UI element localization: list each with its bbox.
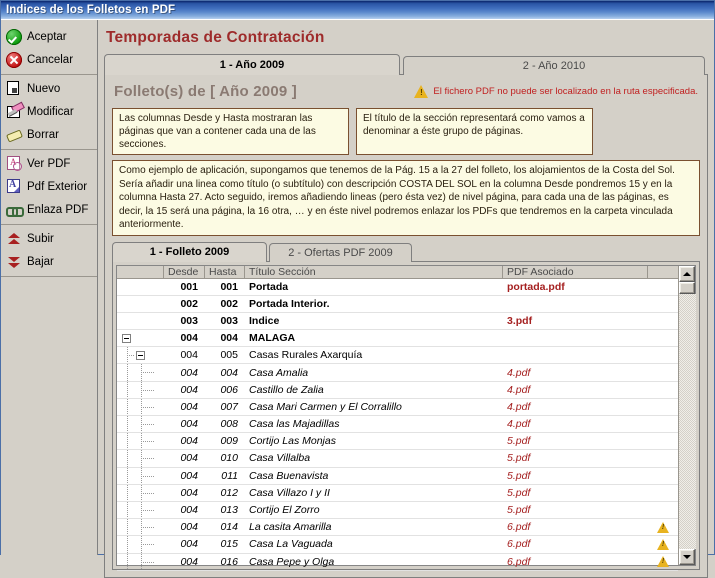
cell-desde: 004 xyxy=(180,366,198,379)
sidebar-item-bajar[interactable] xyxy=(1,250,97,273)
cell-titulo-seccion: Portada Interior. xyxy=(249,297,330,310)
cell-pdf-asociado xyxy=(503,347,648,363)
scroll-thumb[interactable] xyxy=(679,282,695,294)
scroll-down-button[interactable] xyxy=(679,549,695,565)
pdf-error-text: El fichero PDF no puede ser localizado en la ruta especificada. xyxy=(433,86,698,97)
table-row[interactable] xyxy=(117,519,678,536)
edit-pencil-icon xyxy=(6,104,22,120)
notes-row xyxy=(112,108,700,155)
tree-guide-line xyxy=(127,433,128,449)
eraser-icon xyxy=(6,127,22,143)
row-tree-cell xyxy=(117,450,164,466)
tree-guide-line xyxy=(143,562,154,563)
grid-body[interactable] xyxy=(117,279,678,571)
pdf-preview-icon xyxy=(6,156,22,172)
cell-desde: 004 xyxy=(180,555,198,568)
tree-guide-line xyxy=(129,355,135,356)
sidebar-label-modificar: Modificar xyxy=(27,105,74,118)
tree-guide-line xyxy=(141,519,142,535)
cell-titulo-seccion: Cortijo El Zorro xyxy=(249,504,320,517)
inner-tab-strip xyxy=(112,242,700,262)
row-tree-cell xyxy=(117,433,164,449)
cell-hasta: 013 xyxy=(220,504,238,517)
tree-guide-line xyxy=(143,544,154,545)
cell-pdf-asociado: 6.pdf xyxy=(507,538,531,551)
cell-desde: 002 xyxy=(180,297,198,310)
tree-collapse-icon[interactable] xyxy=(122,334,131,343)
cell-pdf-asociado: 6.pdf xyxy=(507,555,531,568)
sidebar-toolbar xyxy=(1,20,98,555)
sidebar-label-borrar: Borrar xyxy=(27,128,59,141)
sidebar-label-enlaza-pdf: Enlaza PDF xyxy=(27,203,89,216)
folleto-grid xyxy=(116,265,696,566)
sidebar-item-modificar[interactable] xyxy=(1,100,97,123)
tab-ofertas-pdf-2009-label: 2 - Ofertas PDF 2009 xyxy=(288,246,393,259)
cell-desde: 004 xyxy=(180,521,198,534)
tree-guide-line xyxy=(127,502,128,518)
tree-guide-line xyxy=(141,502,142,518)
tree-guide-line xyxy=(141,416,142,432)
column-header-warning[interactable] xyxy=(648,266,678,278)
tree-guide-line xyxy=(143,493,154,494)
tree-guide-line xyxy=(141,485,142,501)
sidebar-label-nuevo: Nuevo xyxy=(27,82,61,95)
cell-hasta: 012 xyxy=(220,486,238,499)
cell-titulo-seccion: Castillo de Zalia xyxy=(249,383,324,396)
table-row[interactable] xyxy=(117,364,678,381)
table-row[interactable] xyxy=(117,416,678,433)
cell-desde: 004 xyxy=(180,469,198,482)
outer-tab-panel xyxy=(104,74,708,578)
folleto-header-row xyxy=(114,83,698,100)
cell-hasta: 008 xyxy=(220,418,238,431)
warning-triangle-icon xyxy=(657,539,669,550)
tree-guide-line xyxy=(127,519,128,535)
cell-hasta: 005 xyxy=(220,349,238,362)
tree-guide-line xyxy=(141,433,142,449)
tree-guide-line xyxy=(127,468,128,484)
table-row[interactable] xyxy=(117,502,678,519)
warning-triangle-icon xyxy=(657,556,669,567)
grid-vertical-scrollbar[interactable] xyxy=(678,266,695,565)
cell-pdf-asociado: 4.pdf xyxy=(507,366,531,379)
cell-warning xyxy=(648,347,678,363)
cell-desde: 004 xyxy=(180,349,198,362)
table-row[interactable] xyxy=(117,450,678,467)
cell-hasta: 004 xyxy=(220,332,238,345)
check-circle-icon xyxy=(6,29,22,45)
sidebar-item-borrar[interactable] xyxy=(1,123,97,146)
cell-warning xyxy=(648,519,678,535)
row-tree-cell xyxy=(117,364,164,380)
cell-desde: 004 xyxy=(180,332,198,345)
window-body xyxy=(1,20,714,568)
table-row[interactable] xyxy=(117,313,678,330)
tree-guide-line xyxy=(143,390,154,391)
cell-desde: 004 xyxy=(180,383,198,396)
cell-hasta: 006 xyxy=(220,383,238,396)
tree-guide-line xyxy=(141,399,142,415)
outer-tab-strip xyxy=(104,54,708,75)
sidebar-group-edit xyxy=(1,75,97,150)
table-row[interactable] xyxy=(117,330,678,347)
cell-hasta: 001 xyxy=(220,280,238,293)
cell-warning xyxy=(648,364,678,380)
double-arrow-up-icon xyxy=(6,231,22,247)
tree-guide-line xyxy=(127,364,128,380)
cell-hasta: 016 xyxy=(220,555,238,568)
sidebar-group-pdf xyxy=(1,150,97,225)
cell-warning xyxy=(648,468,678,484)
tree-guide-line xyxy=(141,450,142,466)
column-header-tree[interactable] xyxy=(117,266,164,278)
row-tree-cell xyxy=(117,296,164,312)
cancel-circle-icon xyxy=(6,52,22,68)
chain-link-icon xyxy=(6,202,22,218)
tree-guide-line xyxy=(143,424,154,425)
note-example-info: Como ejemplo de aplicación, supongamos que tenemos de la Pág. 15 a la 27 del folleto, los alojamientos de la Costa del Sol. Sería añadir una linea como título (o subtítulo) con descripción COSTA DEL SOL en la columna Desde pondremos 15 y en la columna Hasta 27. Acto seguido, iremos añadiendo lineas (pero ésta vez) de nivel página, para cada una de las páginas, es decir, la 15 será una página, la 16 otra, … y en éste nivel podremos enlazar los PDFs que tendremos en la carpeta vinculada anteriormente. xyxy=(112,160,700,236)
tree-guide-line xyxy=(141,468,142,484)
tree-guide-line xyxy=(127,450,128,466)
cell-warning xyxy=(648,450,678,466)
cell-warning xyxy=(648,433,678,449)
column-header-pdf-asociado[interactable]: PDF Asociado xyxy=(503,266,648,278)
table-row[interactable] xyxy=(117,536,678,553)
cell-titulo-seccion: Casa las Majadillas xyxy=(249,418,340,431)
cell-desde: 003 xyxy=(180,314,198,327)
table-row[interactable] xyxy=(117,399,678,416)
cell-titulo-seccion: Portada xyxy=(249,280,289,293)
tree-guide-line xyxy=(141,382,142,398)
tree-guide-line xyxy=(141,364,142,380)
tab-ano-2010[interactable] xyxy=(403,56,705,75)
cell-pdf-asociado: 5.pdf xyxy=(507,486,531,499)
sidebar-item-cancelar[interactable] xyxy=(1,48,97,71)
tab-ano-2009-label: 1 - Año 2009 xyxy=(219,59,285,71)
cell-hasta: 009 xyxy=(220,435,238,448)
tree-guide-line xyxy=(143,458,154,459)
cell-hasta: 010 xyxy=(220,452,238,465)
window-title-bar xyxy=(1,1,714,20)
cell-warning xyxy=(648,416,678,432)
tree-guide-line xyxy=(127,416,128,432)
cell-desde: 004 xyxy=(180,538,198,551)
row-tree-cell xyxy=(117,279,164,295)
sidebar-group-confirm xyxy=(1,23,97,75)
folleto-header: Folleto(s) de [ Año 2009 ] xyxy=(114,83,297,100)
tree-guide-line xyxy=(127,554,128,570)
cell-hasta: 011 xyxy=(221,469,238,482)
cell-hasta: 003 xyxy=(220,314,238,327)
inner-tab-panel xyxy=(112,261,700,570)
sidebar-label-ver-pdf: Ver PDF xyxy=(27,157,71,170)
cell-warning xyxy=(648,399,678,415)
tree-guide-line xyxy=(127,485,128,501)
cell-desde: 004 xyxy=(180,400,198,413)
tree-guide-line xyxy=(127,382,128,398)
row-tree-cell xyxy=(117,485,164,501)
cell-pdf-asociado xyxy=(503,330,648,346)
row-tree-cell xyxy=(117,399,164,415)
cell-hasta: 004 xyxy=(220,366,238,379)
cell-pdf-asociado: 5.pdf xyxy=(507,469,531,482)
cell-warning xyxy=(648,330,678,346)
cell-pdf-asociado: 4.pdf xyxy=(507,400,531,413)
cell-warning xyxy=(648,536,678,552)
cell-desde: 004 xyxy=(180,504,198,517)
cell-warning xyxy=(648,296,678,312)
sidebar-item-aceptar[interactable] xyxy=(1,25,97,48)
cell-titulo-seccion: Casas Rurales Axarquía xyxy=(249,349,363,362)
pdf-external-icon xyxy=(6,179,22,195)
tree-guide-line xyxy=(143,527,154,528)
sidebar-label-bajar: Bajar xyxy=(27,255,54,268)
page-title: Temporadas de Contratación xyxy=(106,29,325,46)
note-columns-info: Las columnas Desde y Hasta mostraran las páginas que van a contener cada una de las secciones. xyxy=(112,108,349,155)
cell-hasta: 002 xyxy=(220,297,238,310)
cell-hasta: 015 xyxy=(220,538,238,551)
cell-pdf-asociado: 3.pdf xyxy=(507,314,533,327)
column-header-hasta[interactable]: Hasta xyxy=(205,266,245,278)
row-tree-cell xyxy=(117,519,164,535)
cell-titulo-seccion: Casa Mari Carmen y El Corralillo xyxy=(249,400,402,413)
tab-ano-2010-label: 2 - Año 2010 xyxy=(522,60,586,72)
tree-guide-line xyxy=(127,347,128,363)
tree-guide-line xyxy=(143,407,154,408)
table-row[interactable] xyxy=(117,296,678,313)
cell-titulo-seccion: Casa Villalba xyxy=(249,452,311,465)
sidebar-item-pdf-exterior[interactable] xyxy=(1,175,97,198)
row-tree-cell xyxy=(117,313,164,329)
tree-guide-line xyxy=(143,372,154,373)
tab-folleto-2009-label: 1 - Folleto 2009 xyxy=(149,246,230,258)
cell-hasta: 014 xyxy=(220,521,238,534)
cell-pdf-asociado: portada.pdf xyxy=(507,280,565,293)
window-title: Indices de los Folletos en PDF xyxy=(6,4,176,16)
tree-guide-line xyxy=(127,399,128,415)
row-tree-cell xyxy=(117,554,164,570)
warning-triangle-icon xyxy=(414,85,428,98)
cell-pdf-asociado: 4.pdf xyxy=(507,418,531,431)
table-row[interactable] xyxy=(117,485,678,502)
cell-pdf-asociado: 5.pdf xyxy=(507,435,531,448)
sidebar-item-subir[interactable] xyxy=(1,227,97,250)
cell-desde: 004 xyxy=(180,435,198,448)
new-document-icon xyxy=(6,81,22,97)
tab-folleto-2009[interactable] xyxy=(112,242,267,262)
row-tree-cell xyxy=(117,502,164,518)
sidebar-label-pdf-exterior: Pdf Exterior xyxy=(27,180,88,193)
tree-guide-line xyxy=(141,554,142,570)
tree-guide-line xyxy=(127,536,128,552)
tree-guide-line xyxy=(141,536,142,552)
grid-main xyxy=(117,265,678,568)
cell-titulo-seccion: Casa Villazo I y II xyxy=(249,486,330,499)
row-tree-cell xyxy=(117,382,164,398)
cell-pdf-asociado: 5.pdf xyxy=(507,452,531,465)
row-tree-cell xyxy=(117,330,164,346)
cell-titulo-seccion: Casa La Vaguada xyxy=(249,538,333,551)
sidebar-item-enlaza-pdf[interactable] xyxy=(1,198,97,221)
cell-titulo-seccion: Cortijo Las Monjas xyxy=(249,435,336,448)
sidebar-item-nuevo[interactable] xyxy=(1,77,97,100)
cell-pdf-asociado: 4.pdf xyxy=(507,383,531,396)
pdf-error-message xyxy=(414,85,698,98)
main-content xyxy=(98,20,714,568)
sidebar-label-cancelar: Cancelar xyxy=(27,53,74,66)
cell-pdf-asociado xyxy=(503,296,648,312)
grid-header-row xyxy=(117,266,678,279)
cell-hasta: 007 xyxy=(220,400,238,413)
scroll-up-button[interactable] xyxy=(679,266,695,282)
sidebar-label-subir: Subir xyxy=(27,232,54,245)
cell-warning xyxy=(648,554,678,570)
cell-pdf-asociado: 6.pdf xyxy=(507,521,531,534)
sidebar-item-ver-pdf[interactable] xyxy=(1,152,97,175)
note-section-title-info: El título de la sección representará como vamos a denominar a éste grupo de páginas. xyxy=(356,108,593,155)
cell-warning xyxy=(648,485,678,501)
sidebar-group-order xyxy=(1,225,97,277)
warning-triangle-icon xyxy=(657,522,669,533)
tab-ofertas-pdf-2009[interactable] xyxy=(269,243,412,262)
table-row[interactable] xyxy=(117,554,678,571)
cell-warning xyxy=(648,382,678,398)
cell-titulo-seccion: MALAGA xyxy=(249,332,296,345)
column-header-desde[interactable]: Desde xyxy=(164,266,205,278)
row-tree-cell xyxy=(117,536,164,552)
cell-warning xyxy=(648,279,678,295)
cell-desde: 004 xyxy=(180,418,198,431)
cell-titulo-seccion: Casa Buenavista xyxy=(249,469,329,482)
tree-guide-line xyxy=(143,476,154,477)
cell-desde: 004 xyxy=(180,486,198,499)
cell-titulo-seccion: Casa Amalia xyxy=(249,366,309,379)
table-row[interactable] xyxy=(117,468,678,485)
cell-titulo-seccion: La casita Amarilla xyxy=(249,521,332,534)
cell-pdf-asociado: 5.pdf xyxy=(507,504,531,517)
scroll-track[interactable] xyxy=(679,294,696,549)
row-tree-cell xyxy=(117,468,164,484)
row-tree-cell xyxy=(117,416,164,432)
cell-titulo-seccion: Indice xyxy=(249,314,280,327)
cell-desde: 004 xyxy=(180,452,198,465)
tree-collapse-icon[interactable] xyxy=(136,351,145,360)
table-row[interactable] xyxy=(117,433,678,450)
column-header-titulo-seccion[interactable]: Título Sección xyxy=(245,266,503,278)
table-row[interactable] xyxy=(117,347,678,364)
tab-ano-2009[interactable] xyxy=(104,54,400,75)
table-row[interactable] xyxy=(117,382,678,399)
cell-warning xyxy=(648,502,678,518)
table-row[interactable] xyxy=(117,279,678,296)
cell-desde: 001 xyxy=(180,280,198,293)
tree-guide-line xyxy=(143,441,154,442)
cell-titulo-seccion: Casa Pepe y Olga xyxy=(249,555,335,568)
cell-warning xyxy=(648,313,678,329)
sidebar-label-aceptar: Aceptar xyxy=(27,30,67,43)
row-tree-cell xyxy=(117,347,164,363)
tree-guide-line xyxy=(143,510,154,511)
double-arrow-down-icon xyxy=(6,254,22,270)
